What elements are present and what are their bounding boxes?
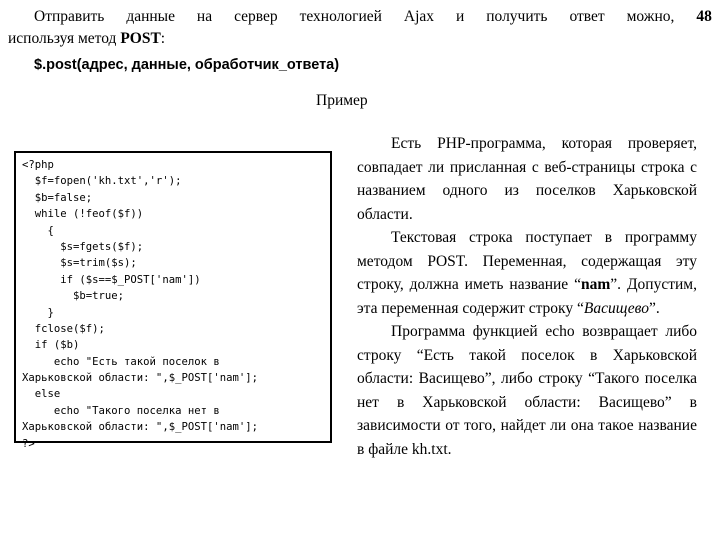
- intro-word: и: [455, 8, 465, 25]
- code-line: $f=fopen('kh.txt','r');: [22, 175, 182, 188]
- php-code-box: [14, 151, 332, 450]
- code-line: $s=fgets($f);: [22, 240, 144, 253]
- code-line: if ($b): [22, 339, 80, 352]
- description-paragraph-2: [357, 226, 697, 320]
- intro-word: сервер: [234, 8, 278, 25]
- code-line: echo "Есть такой поселок в: [22, 355, 220, 368]
- variable-value: Васищево: [583, 299, 649, 317]
- intro-word: Отправить: [34, 8, 105, 25]
- code-line: Харьковской области: ",$_POST['nam'];: [22, 372, 258, 385]
- code-line: ?>: [22, 437, 35, 450]
- variable-name: nam: [581, 276, 611, 293]
- intro-word: получить: [486, 8, 548, 25]
- code-line: <?php: [22, 159, 54, 171]
- intro-line-2: [8, 28, 712, 50]
- intro-line-2-prefix: используя метод: [8, 30, 121, 47]
- slide-number: 48: [696, 8, 712, 25]
- intro-paragraph: [8, 6, 712, 50]
- intro-word: технологией: [299, 8, 382, 25]
- desc-p2-part-a: Текстовая строка поступает в программу методом POST. Переменная, содержащая эту строку, должна иметь название “: [357, 229, 697, 293]
- code-line: $b=false;: [22, 191, 93, 204]
- description-paragraph-3: Программа функцией echo возвращает либо строку “Есть такой поселок в Харьковской области: Васищево”, либо строку “Такого поселка нет в Харьковской области: Васищево” в зависимости от того, найдет ли она такое название в файле kh.txt.: [357, 323, 697, 458]
- code-line: $s=trim($s);: [22, 257, 137, 270]
- example-heading: Пример: [316, 92, 368, 109]
- code-line: {: [22, 224, 54, 237]
- desc-p2-part-b: ”. Допустим, эта переменная содержит строку “: [357, 276, 697, 317]
- code-line: echo "Такого поселка нет в: [22, 404, 220, 417]
- code-line: }: [22, 306, 54, 319]
- code-line: while (!feof($f)): [22, 208, 144, 221]
- description-paragraph-1: Есть PHP-программа, которая проверяет, совпадает ли присланная с веб-страницы строка с названием одного из поселков Харьковской области.: [357, 135, 697, 223]
- desc-p2-part-c: ”.: [648, 299, 660, 317]
- method-name: POST: [120, 30, 161, 47]
- intro-word: можно,: [626, 8, 675, 25]
- intro-line-2-suffix: :: [160, 30, 166, 47]
- post-syntax: $.post(адрес, данные, обработчик_ответа): [34, 57, 340, 73]
- intro-word: ответ: [569, 8, 605, 25]
- intro-word: данные: [126, 8, 175, 25]
- description-text: [357, 132, 697, 461]
- intro-word: Ajax: [403, 8, 435, 25]
- code-line: Харьковской области: ",$_POST['nam'];: [22, 421, 258, 434]
- code-line: fclose($f);: [22, 322, 105, 335]
- code-line: $b=true;: [22, 290, 125, 303]
- code-line: if ($s==$_POST['nam']): [22, 273, 201, 286]
- intro-line-1: [8, 6, 712, 28]
- code-line: else: [22, 388, 61, 401]
- intro-word: на: [196, 8, 213, 25]
